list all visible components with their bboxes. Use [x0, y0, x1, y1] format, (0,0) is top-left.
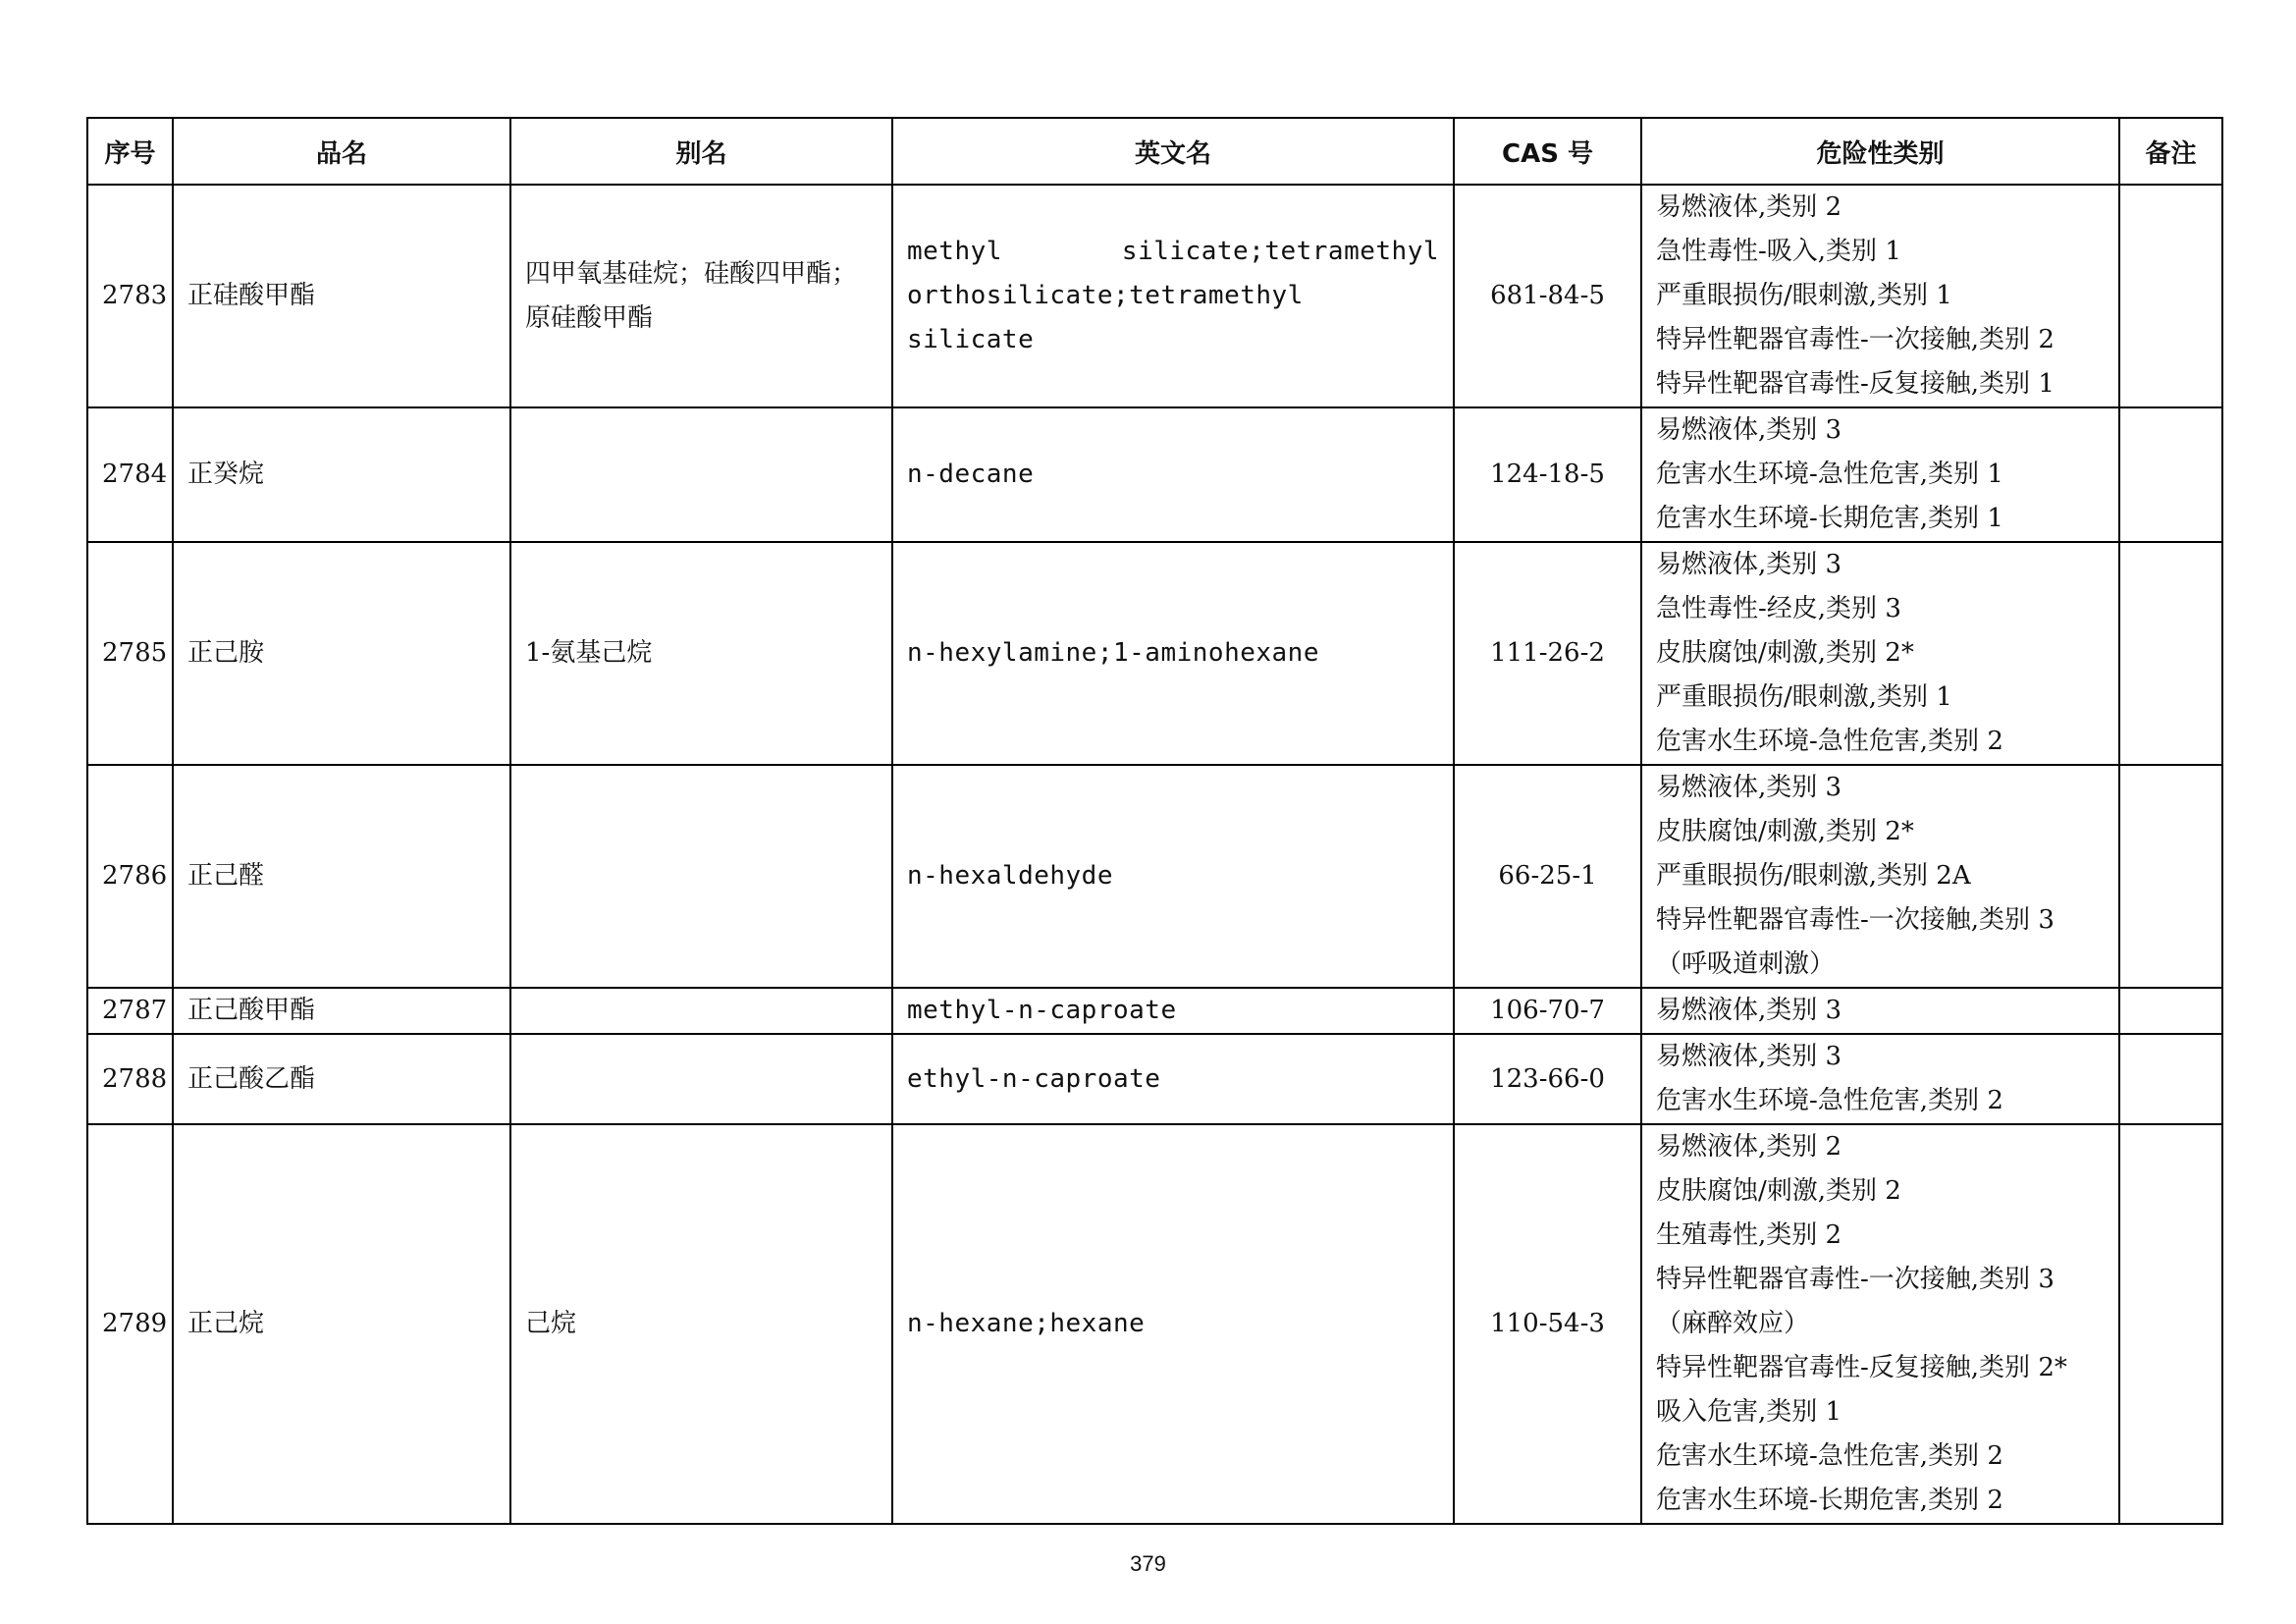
cell-english: methyl-n-caproate — [892, 988, 1454, 1034]
cell-alias: 1-氨基己烷 — [510, 542, 892, 765]
hazard-item: 皮肤腐蚀/刺激,类别 2 — [1656, 1176, 1901, 1206]
cell-no: 2789 — [87, 1124, 173, 1524]
cell-name: 正癸烷 — [173, 407, 510, 542]
hazard-item: 危害水生环境-急性危害,类别 2 — [1656, 727, 2003, 756]
hazard-item: 危害水生环境-长期危害,类别 2 — [1656, 1486, 2003, 1515]
cell-cas: 66-25-1 — [1454, 765, 1641, 988]
header-cas: CAS 号 — [1454, 118, 1641, 185]
cell-no: 2783 — [87, 185, 173, 407]
hazard-item: 特异性靶器官毒性-反复接触,类别 2* — [1656, 1353, 2067, 1382]
hazard-item: 易燃液体,类别 3 — [1656, 773, 1842, 802]
page-number: 379 — [1130, 1551, 1166, 1576]
cell-remark — [2119, 1034, 2222, 1124]
table-row — [87, 1124, 2222, 1524]
cell-remark — [2119, 185, 2222, 407]
cell-english: methyl silicate;tetramethyl orthosilicate;tetramethyl silicate — [892, 185, 1454, 407]
hazard-item: 急性毒性-吸入,类别 1 — [1656, 237, 1901, 266]
cell-hazard — [1641, 765, 2119, 988]
hazard-item: 危害水生环境-长期危害,类别 1 — [1656, 504, 2003, 533]
header-hazard: 危险性类别 — [1641, 118, 2119, 185]
hazard-item: 易燃液体,类别 3 — [1656, 415, 1842, 445]
header-name: 品名 — [173, 118, 510, 185]
header-english: 英文名 — [892, 118, 1454, 185]
hazard-item: 皮肤腐蚀/刺激,类别 2* — [1656, 638, 1914, 668]
hazardous-chemicals-table — [86, 117, 2223, 1525]
cell-no: 2785 — [87, 542, 173, 765]
cell-remark — [2119, 407, 2222, 542]
cell-no: 2787 — [87, 988, 173, 1034]
hazard-item: 危害水生环境-急性危害,类别 2 — [1656, 1441, 2003, 1471]
table-row — [87, 542, 2222, 765]
cell-remark — [2119, 765, 2222, 988]
cell-name: 正己胺 — [173, 542, 510, 765]
hazard-item: 严重眼损伤/眼刺激,类别 2A — [1656, 861, 1971, 891]
table-row — [87, 765, 2222, 988]
table-row — [87, 407, 2222, 542]
hazard-item: 特异性靶器官毒性-一次接触,类别 2 — [1656, 325, 2055, 354]
cell-name: 正己醛 — [173, 765, 510, 988]
hazard-item: 易燃液体,类别 3 — [1656, 996, 1842, 1025]
hazard-item: 易燃液体,类别 2 — [1656, 192, 1842, 222]
hazard-item: 危害水生环境-急性危害,类别 2 — [1656, 1086, 2003, 1115]
cell-cas: 123-66-0 — [1454, 1034, 1641, 1124]
cell-alias: 己烷 — [510, 1124, 892, 1524]
cell-alias: 四甲氧基硅烷；硅酸四甲酯；原硅酸甲酯 — [510, 185, 892, 407]
hazard-item: 急性毒性-经皮,类别 3 — [1656, 594, 1901, 623]
cell-no: 2788 — [87, 1034, 173, 1124]
cell-cas: 111-26-2 — [1454, 542, 1641, 765]
hazard-item: 危害水生环境-急性危害,类别 1 — [1656, 460, 2003, 489]
cell-hazard — [1641, 407, 2119, 542]
cell-name: 正己酸乙酯 — [173, 1034, 510, 1124]
table-row — [87, 1034, 2222, 1124]
cell-english: n-hexaldehyde — [892, 765, 1454, 988]
cell-hazard — [1641, 542, 2119, 765]
hazard-item: 严重眼损伤/眼刺激,类别 1 — [1656, 682, 1952, 712]
cell-cas: 110-54-3 — [1454, 1124, 1641, 1524]
hazard-item: 特异性靶器官毒性-一次接触,类别 3（麻醉效应） — [1656, 1265, 2055, 1338]
header-remark: 备注 — [2119, 118, 2222, 185]
cell-no: 2784 — [87, 407, 173, 542]
cell-cas: 106-70-7 — [1454, 988, 1641, 1034]
header-no: 序号 — [87, 118, 173, 185]
hazard-item: 严重眼损伤/眼刺激,类别 1 — [1656, 281, 1952, 310]
cell-no: 2786 — [87, 765, 173, 988]
hazard-item: 易燃液体,类别 2 — [1656, 1132, 1842, 1162]
hazard-item: 易燃液体,类别 3 — [1656, 550, 1842, 579]
header-alias: 别名 — [510, 118, 892, 185]
cell-remark — [2119, 542, 2222, 765]
hazard-item: 生殖毒性,类别 2 — [1656, 1220, 1842, 1250]
hazard-item: 吸入危害,类别 1 — [1656, 1397, 1842, 1427]
cell-remark — [2119, 1124, 2222, 1524]
cell-english: n-hexylamine;1-aminohexane — [892, 542, 1454, 765]
cell-name: 正硅酸甲酯 — [173, 185, 510, 407]
cell-name: 正己烷 — [173, 1124, 510, 1524]
hazard-item: 特异性靶器官毒性-反复接触,类别 1 — [1656, 369, 2055, 399]
cell-hazard — [1641, 1124, 2119, 1524]
cell-name: 正己酸甲酯 — [173, 988, 510, 1034]
cell-hazard — [1641, 988, 2119, 1034]
hazard-item: 易燃液体,类别 3 — [1656, 1042, 1842, 1071]
cell-english: n-hexane;hexane — [892, 1124, 1454, 1524]
cell-alias — [510, 765, 892, 988]
hazard-item: 特异性靶器官毒性-一次接触,类别 3（呼吸道刺激） — [1656, 905, 2055, 979]
cell-alias — [510, 1034, 892, 1124]
cell-cas: 681-84-5 — [1454, 185, 1641, 407]
cell-hazard — [1641, 185, 2119, 407]
cell-hazard — [1641, 1034, 2119, 1124]
table-row — [87, 185, 2222, 407]
cell-alias — [510, 407, 892, 542]
cell-english: n-decane — [892, 407, 1454, 542]
hazard-item: 皮肤腐蚀/刺激,类别 2* — [1656, 817, 1914, 846]
cell-english: ethyl-n-caproate — [892, 1034, 1454, 1124]
table-row — [87, 988, 2222, 1034]
cell-alias — [510, 988, 892, 1034]
cell-remark — [2119, 988, 2222, 1034]
cell-cas: 124-18-5 — [1454, 407, 1641, 542]
table-header-row — [87, 118, 2222, 185]
